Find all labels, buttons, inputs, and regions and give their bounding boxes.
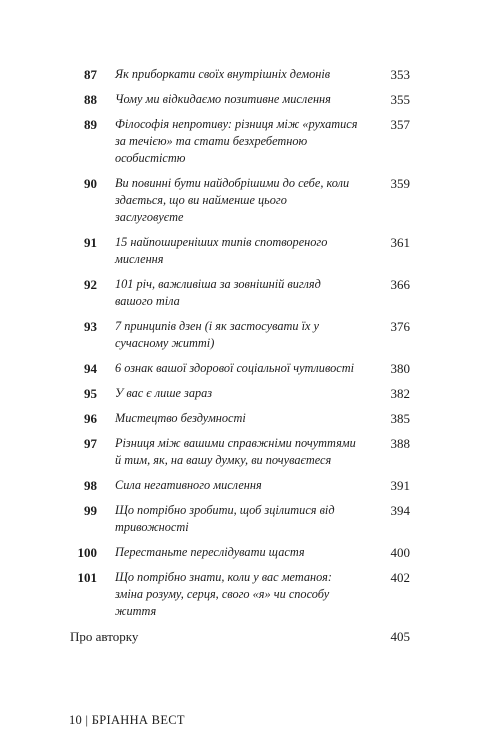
- chapter-title: Ви повинні бути найдобрішими до себе, коли здається, що ви найменше цього заслуговуєте: [115, 176, 350, 224]
- chapter-number: 95: [84, 386, 97, 401]
- chapter-number: 101: [77, 570, 97, 585]
- toc-entry-90: [70, 175, 410, 226]
- page-number: 361: [390, 235, 410, 250]
- page-number: 400: [390, 545, 410, 560]
- page-number: 376: [390, 319, 410, 334]
- about-author-title: Про авторку: [70, 629, 139, 644]
- page-number: 388: [390, 436, 410, 451]
- toc-entry-95: [70, 385, 410, 402]
- toc-entry-94: [70, 360, 410, 377]
- chapter-title: Філософія непротиву: різниця між «рухатися за течією» та стати безхребетною особистістю: [115, 117, 358, 165]
- table-of-contents: [70, 66, 410, 645]
- page-number: 382: [390, 386, 410, 401]
- page-number: 380: [390, 361, 410, 376]
- toc-entry-97: [70, 435, 410, 469]
- chapter-number: 87: [84, 67, 97, 82]
- chapter-number: 88: [84, 92, 97, 107]
- toc-entry-100: [70, 544, 410, 561]
- chapter-number: 90: [84, 176, 97, 191]
- page-number: 385: [390, 411, 410, 426]
- chapter-number: 93: [84, 319, 97, 334]
- chapter-title: 6 ознак вашої здорової соціальної чутливості: [115, 361, 355, 375]
- toc-entry-88: [70, 91, 410, 108]
- chapter-number: 99: [84, 503, 97, 518]
- toc-entry-87: [70, 66, 410, 83]
- toc-entry-101: [70, 569, 410, 620]
- chapter-number: 91: [84, 235, 97, 250]
- page-number: 391: [390, 478, 410, 493]
- chapter-number: 100: [77, 545, 97, 560]
- page-number: 353: [390, 67, 410, 82]
- toc-entry-96: [70, 410, 410, 427]
- chapter-title: Сила негативного мислення: [115, 478, 262, 492]
- chapter-number: 96: [84, 411, 97, 426]
- toc-entry-91: [70, 234, 410, 268]
- chapter-title: Чому ми відкидаємо позитивне мислення: [115, 92, 331, 106]
- toc-entry-about-author: [70, 628, 410, 645]
- chapter-title: 7 принципів дзен (і як застосувати їх у сучасному житті): [115, 319, 319, 350]
- page-number: 359: [390, 176, 410, 191]
- chapter-title: Мистецтво бездумності: [115, 411, 246, 425]
- chapter-title: 101 річ, важливіша за зовнішній вигляд вашого тіла: [115, 277, 321, 308]
- chapter-title: 15 найпоширеніших типів спотвореного мислення: [115, 235, 328, 266]
- chapter-number: 97: [84, 436, 97, 451]
- chapter-number: 94: [84, 361, 97, 376]
- chapter-title: Що потрібно зробити, щоб зцілитися від тривожності: [115, 503, 335, 534]
- chapter-title: У вас є лише зараз: [115, 386, 213, 400]
- toc-entry-99: [70, 502, 410, 536]
- toc-entry-92: [70, 276, 410, 310]
- chapter-title: Як приборкати своїх внутрішніх демонів: [115, 67, 331, 81]
- chapter-number: 98: [84, 478, 97, 493]
- toc-entry-93: [70, 318, 410, 352]
- chapter-number: 92: [84, 277, 97, 292]
- page-number: 405: [390, 629, 410, 644]
- page-number: 355: [390, 92, 410, 107]
- page-number: 366: [390, 277, 410, 292]
- page-number: 357: [390, 117, 410, 132]
- page-number: 402: [390, 570, 410, 585]
- chapter-number: 89: [84, 117, 97, 132]
- chapter-title: Що потрібно знати, коли у вас метаноя: зміна розуму, серця, свого «я» чи способу життя: [115, 570, 332, 618]
- page-footer: 10 | БРІАННА ВЕСТ: [69, 713, 185, 727]
- toc-entry-98: [70, 477, 410, 494]
- chapter-title: Різниця між вашими справжніми почуттями й тим, як, на вашу думку, ви почуваєтеся: [115, 436, 356, 467]
- page-number: 394: [390, 503, 410, 518]
- toc-entry-89: [70, 116, 410, 167]
- chapter-title: Перестаньте переслідувати щастя: [115, 545, 305, 559]
